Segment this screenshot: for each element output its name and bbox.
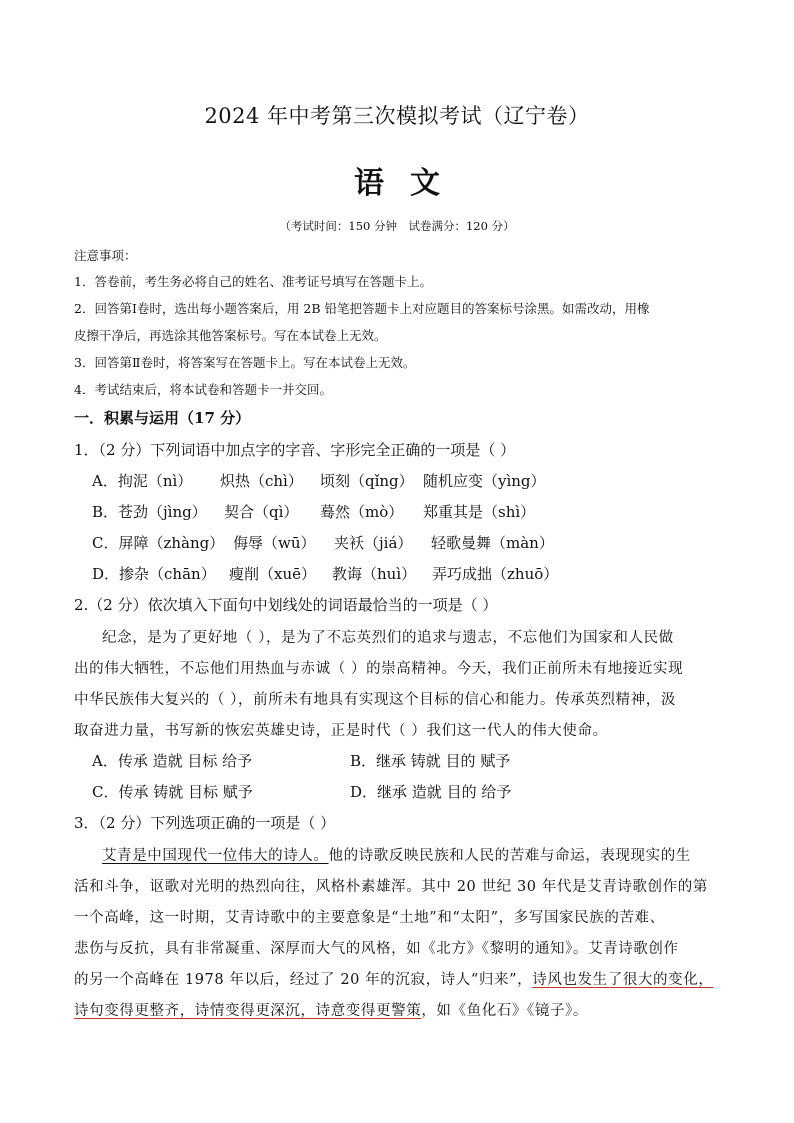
note-item: 4．考试结束后，将本试卷和答题卡一并交回。: [74, 382, 332, 397]
q2-option-a: A．传承 造就 目标 给予: [92, 752, 253, 770]
q1-option-b-1: B．苍劲（jìng）: [92, 503, 207, 521]
q3-passage-text: 他的诗歌反映民族和人民的苦难与命运，表现现实的生: [328, 848, 691, 864]
q1-option-c-4: 轻歌曼舞（màn）: [431, 534, 554, 552]
q3-underlined-sentence: 诗句变得更整齐，诗情变得更深沉，诗意变得更警策: [74, 1003, 422, 1019]
q3-passage-line: 悲伤与反抗，具有非常凝重、深厚而大气的风格，如《北方》《黎明的通知》。艾青诗歌创作: [74, 941, 679, 957]
q1-option-d-3: 教诲（huì）: [332, 565, 417, 583]
q1-option-c-1: C．屏障（zhàng）: [92, 534, 225, 552]
q3-underlined-sentence: 诗风也发生了很大的变化，: [532, 972, 714, 988]
notes-heading: 注意事项：: [74, 248, 137, 263]
q1-option-b-2: 契合（qì）: [224, 503, 299, 521]
q2-passage-line: 纪念，是为了更好地（ ），是为了不忘英烈们的追求与遗志，不忘他们为国家和人民做: [102, 630, 674, 646]
q2-option-d: D．继承 造就 目的 给予: [350, 783, 512, 801]
q1-option-d-2: 瘦削（xuē）: [229, 565, 316, 583]
q1-option-d-4: 弄巧成拙（zhuō）: [432, 565, 559, 583]
q1-option-b-4: 郑重其是（shì）: [423, 503, 536, 521]
note-item: 2．回答第Ⅰ卷时，选出每小题答案后，用 2B 铅笔把答题卡上对应题目的答案标号涂黑。如需改动，用橡: [74, 301, 650, 316]
q3-passage-line: 一个高峰，这一时期，艾青诗歌中的主要意象是“土地”和“太阳”，多写国家民族的苦难、: [74, 910, 665, 926]
note-item: 3．回答第Ⅱ卷时，将答案写在答题卡上。写在本试卷上无效。: [74, 355, 416, 370]
question-1-stem: 1．（2 分）下列词语中加点字的字音、字形完全正确的一项是（ ）: [74, 441, 516, 459]
q3-passage-line: [74, 968, 713, 989]
q1-option-a-3: 顷刻（qǐng）: [320, 472, 414, 490]
q1-option-a-1: A．拘泥（nì）: [92, 472, 193, 490]
q3-passage-line: [74, 999, 588, 1020]
section-heading: 一．积累与运用（17 分）: [74, 409, 251, 427]
q1-option-a-4: 随机应变（yìng）: [423, 472, 546, 490]
q3-passage-text: 的另一个高峰在 1978 年以后，经过了 20 年的沉寂，诗人“归来”，: [74, 972, 533, 988]
q2-passage-line: 中华民族伟大复兴的（ ），前所未有地具有实现这个目标的信心和能力。传承英烈精神，汲: [74, 692, 676, 708]
q2-option-c: C．传承 铸就 目标 赋予: [92, 783, 253, 801]
q2-passage-line: 出的伟大牺牲，不忘他们用热血与赤诚（ ）的崇高精神。今天，我们正前所未有地接近实现: [74, 661, 684, 677]
question-3-stem: 3．（2 分）下列选项正确的一项是（ ）: [74, 814, 336, 832]
exam-title: 2024 年中考第三次模拟考试（辽宁卷）: [204, 104, 590, 128]
q3-passage-line: [102, 844, 691, 865]
q1-option-d-1: D．掺杂（chān）: [92, 565, 216, 583]
note-item: 皮擦干净后，再选涂其他答案标号。写在本试卷上无效。: [74, 328, 387, 343]
question-2-stem: 2.（2 分）依次填入下面句中划线处的词语最恰当的一项是（ ）: [74, 596, 498, 614]
subject-title: 语文: [354, 166, 466, 201]
q2-passage-line: 取奋进力量，书写新的恢宏英雄史诗，正是时代（ ）我们这一代人的伟大使命。: [74, 723, 608, 739]
q2-option-b: B．继承 铸就 目的 赋予: [350, 752, 511, 770]
q3-passage-line: 活和斗争，讴歌对光明的热烈向往，风格朴素雄浑。其中 20 世纪 30 年代是艾青诗歌创作的第: [74, 879, 708, 895]
q1-option-a-2: 炽热（chì）: [220, 472, 303, 490]
note-item: 1．答卷前，考生务必将自己的姓名、准考证号填写在答题卡上。: [74, 274, 432, 289]
q1-option-c-2: 侮辱（wū）: [233, 534, 316, 552]
q3-underlined-sentence: 艾青是中国现代一位伟大的诗人。: [102, 848, 329, 864]
q1-option-c-3: 夹袄（jiá）: [334, 534, 413, 552]
q1-option-b-3: 蓦然（mò）: [320, 503, 404, 521]
exam-meta: （考试时间：150 分钟 试卷满分：120 分）: [279, 219, 515, 233]
q3-passage-text: ，如《鱼化石》《镜子》。: [421, 1003, 589, 1019]
